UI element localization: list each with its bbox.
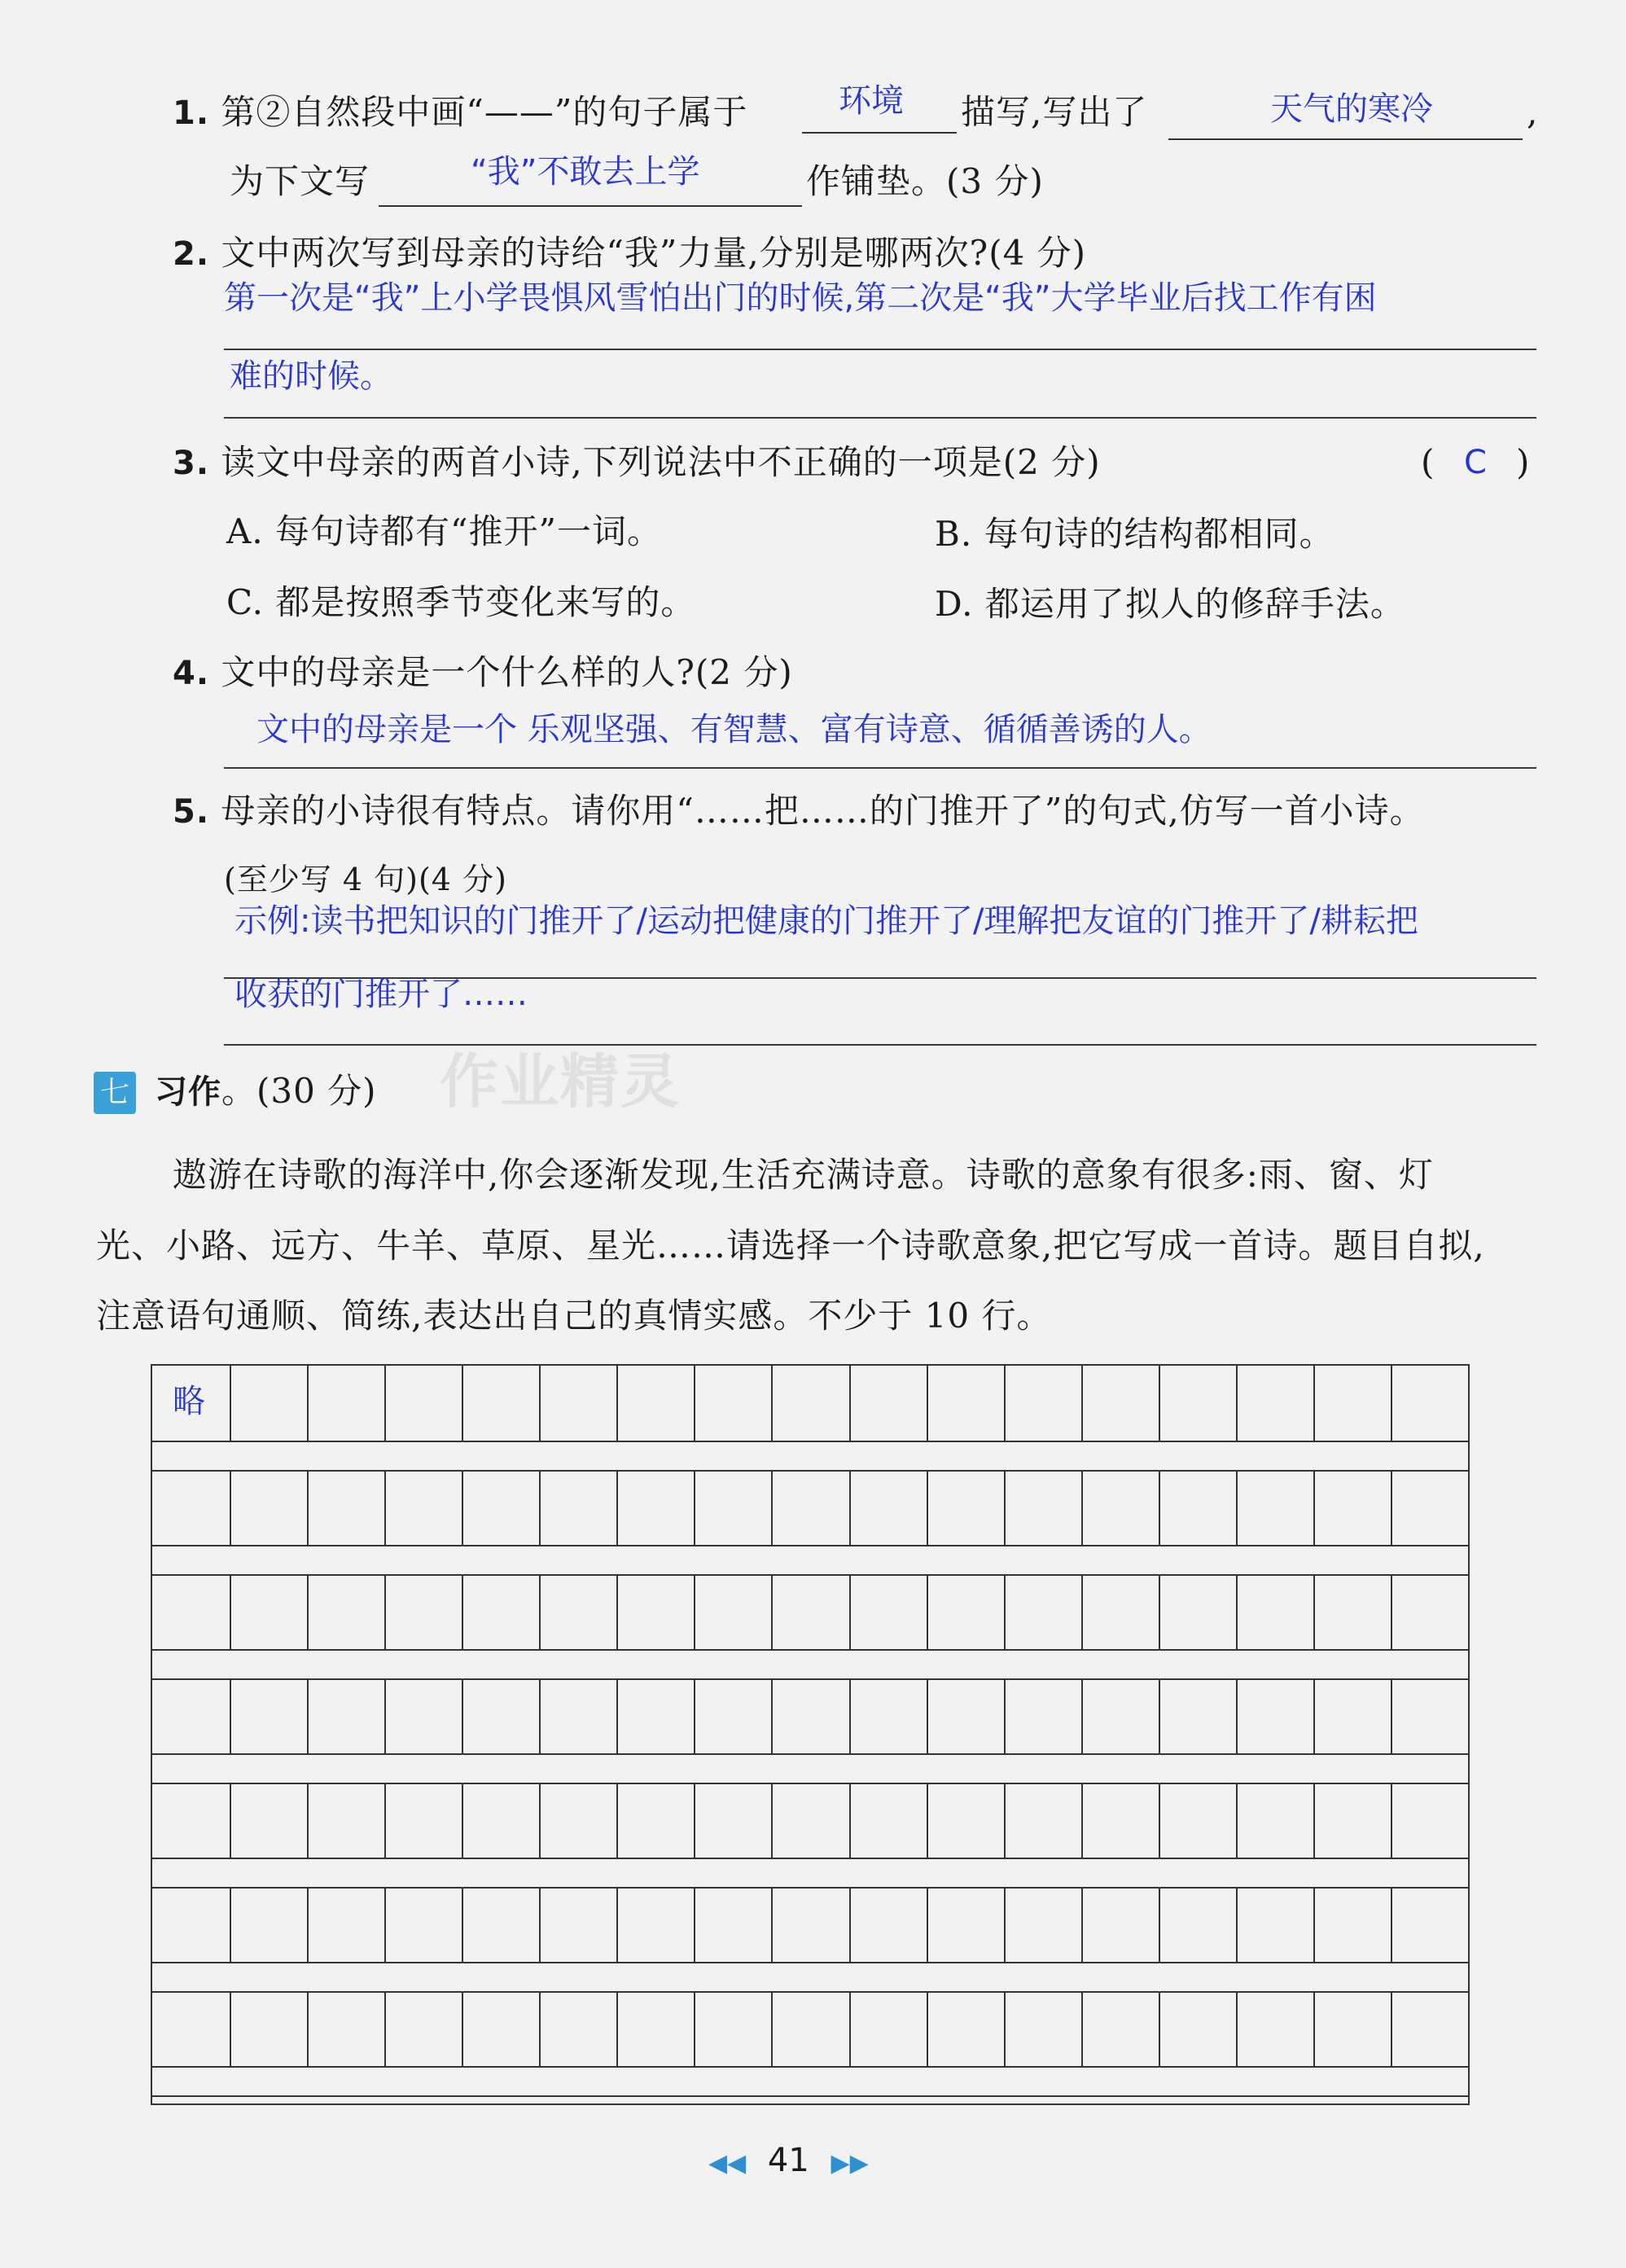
grid-vline — [1159, 1574, 1160, 1649]
grid-hline — [152, 1783, 1468, 1784]
q2-text: 文中两次写到母亲的诗给“我”力量,分别是哪两次?(4 分) — [221, 233, 1087, 273]
grid-vline — [849, 1574, 851, 1649]
grid-vline — [539, 1366, 541, 1441]
grid-vline — [771, 1366, 773, 1441]
grid-vline — [384, 1887, 386, 1962]
q5-text2: (至少写 4 句)(4 分) — [224, 862, 507, 897]
grid-vline — [1081, 1574, 1083, 1649]
q2-rule2 — [224, 417, 1536, 419]
section-title-line — [155, 1068, 377, 1115]
section-para1: 遨游在诗歌的海洋中,你会逐渐发现,生活充满诗意。诗歌的意象有很多:雨、窗、灯 — [173, 1155, 1434, 1195]
grid-vline — [1236, 1678, 1238, 1753]
grid-vline — [616, 1783, 618, 1858]
grid-vline — [694, 1887, 695, 1962]
grid-vline — [771, 1783, 773, 1858]
grid-vline — [1313, 1574, 1315, 1649]
q2-answer-line1: 第一次是“我”上小学畏惧风雪怕出门的时候,第二次是“我”大学毕业后找工作有困 — [224, 279, 1377, 317]
q5-answer-line2: 收获的门推开了…… — [234, 976, 528, 1013]
grid-vline — [927, 1783, 928, 1858]
watermark: 作业精灵 — [440, 1047, 682, 1116]
grid-vline — [230, 1887, 231, 1962]
grid-vline — [1159, 1366, 1160, 1441]
grid-vline — [307, 1783, 309, 1858]
q2-answer-line2: 难的时候。 — [230, 358, 392, 395]
next-arrows-icon: ▶▶ — [831, 2149, 869, 2178]
grid-vline — [1004, 1783, 1006, 1858]
q5-line — [173, 788, 1425, 835]
grid-vline — [462, 1678, 463, 1753]
grid-vline — [927, 1574, 928, 1649]
grid-vline — [539, 1991, 541, 2066]
grid-vline — [230, 1470, 231, 1545]
q2-rule1 — [224, 349, 1536, 350]
grid-vline — [616, 1574, 618, 1649]
grid-vline — [849, 1366, 851, 1441]
q4-number: 4. — [173, 655, 210, 692]
section-title: 习作 — [155, 1073, 221, 1111]
grid-hline — [152, 1441, 1468, 1442]
grid-vline — [1081, 1366, 1083, 1441]
grid-vline — [1391, 1366, 1392, 1441]
grid-vline — [1236, 1887, 1238, 1962]
grid-vline — [1159, 1470, 1160, 1545]
grid-vline — [1391, 1678, 1392, 1753]
grid-vline — [539, 1470, 541, 1545]
grid-vline — [462, 1574, 463, 1649]
writing-grid[interactable] — [151, 1364, 1470, 2105]
grid-vline — [616, 1366, 618, 1441]
q4-text: 文中的母亲是一个什么样的人?(2 分) — [221, 652, 793, 692]
grid-vline — [307, 1678, 309, 1753]
grid-vline — [1004, 1678, 1006, 1753]
grid-vline — [1391, 1783, 1392, 1858]
q5-rule2 — [224, 1044, 1536, 1046]
grid-vline — [230, 1574, 231, 1649]
grid-vline — [462, 1783, 463, 1858]
section-para3: 注意语句通顺、简练,表达出自己的真情实感。不少于 10 行。 — [96, 1296, 1052, 1336]
grid-vline — [462, 1366, 463, 1441]
page-footer — [708, 2142, 869, 2179]
grid-vline — [307, 1574, 309, 1649]
grid-vline — [1081, 1678, 1083, 1753]
grid-vline — [849, 1678, 851, 1753]
q4-rule — [224, 767, 1536, 769]
grid-vline — [771, 1574, 773, 1649]
grid-vline — [1236, 1470, 1238, 1545]
grid-vline — [694, 1366, 695, 1441]
q3-paren-close: ) — [1516, 442, 1531, 482]
q5-number: 5. — [173, 793, 210, 831]
q1-number: 1. — [173, 94, 210, 132]
grid-vline — [462, 1470, 463, 1545]
grid-hline — [152, 1887, 1468, 1889]
grid-vline — [1081, 1470, 1083, 1545]
grid-vline — [1391, 1574, 1392, 1649]
grid-vline — [1313, 1366, 1315, 1441]
q1-text2: 描写,写出了 — [961, 92, 1148, 132]
grid-vline — [307, 1887, 309, 1962]
grid-hline — [152, 1678, 1468, 1680]
grid-vline — [307, 1991, 309, 2066]
grid-vline — [771, 1991, 773, 2066]
page-number: 41 — [767, 2142, 809, 2179]
grid-hline — [152, 1991, 1468, 1993]
q3-number: 3. — [173, 445, 210, 482]
grid-hline — [152, 1470, 1468, 1472]
grid-vline — [1236, 1574, 1238, 1649]
q2-line — [173, 230, 1086, 277]
section-badge: 七 — [94, 1072, 136, 1114]
grid-vline — [694, 1783, 695, 1858]
grid-vline — [1004, 1991, 1006, 2066]
grid-vline — [462, 1887, 463, 1962]
grid-vline — [539, 1887, 541, 1962]
grid-hline — [152, 2066, 1468, 2068]
grid-vline — [1313, 1783, 1315, 1858]
q2-number: 2. — [173, 235, 210, 273]
grid-vline — [1159, 1887, 1160, 1962]
grid-vline — [616, 1991, 618, 2066]
grid-vline — [1081, 1783, 1083, 1858]
grid-hline — [152, 1649, 1468, 1651]
grid-vline — [771, 1470, 773, 1545]
grid-vline — [927, 1366, 928, 1441]
grid-vline — [1391, 1991, 1392, 2066]
grid-vline — [1313, 1887, 1315, 1962]
q1-answer2: 天气的寒冷 — [1270, 90, 1433, 128]
q3-line — [173, 440, 1101, 486]
grid-vline — [384, 1470, 386, 1545]
q4-line — [173, 650, 793, 696]
q1-text3: 为下文写 — [230, 161, 370, 201]
q1-text1: 第②自然段中画“——”的句子属于 — [221, 92, 748, 132]
q1-blank2 — [1168, 138, 1523, 140]
grid-vline — [1081, 1991, 1083, 2066]
q1-blank1 — [802, 132, 957, 134]
q5-text: 母亲的小诗很有特点。请你用“……把……的门推开了”的句式,仿写一首小诗。 — [221, 791, 1425, 831]
q3-text: 读文中母亲的两首小诗,下列说法中不正确的一项是(2 分) — [221, 442, 1101, 482]
grid-vline — [1159, 1678, 1160, 1753]
grid-vline — [384, 1574, 386, 1649]
grid-vline — [694, 1470, 695, 1545]
grid-vline — [927, 1678, 928, 1753]
section-score: 。(30 分) — [221, 1071, 377, 1111]
grid-vline — [384, 1991, 386, 2066]
grid-vline — [230, 1366, 231, 1441]
grid-vline — [1236, 1366, 1238, 1441]
grid-vline — [384, 1783, 386, 1858]
grid-hline — [152, 1962, 1468, 1963]
grid-vline — [694, 1991, 695, 2066]
grid-hline — [152, 1545, 1468, 1546]
q1-answer1: 环境 — [839, 82, 904, 120]
q3-paren-open: ( — [1421, 442, 1435, 482]
grid-vline — [230, 1678, 231, 1753]
grid-vline — [849, 1470, 851, 1545]
grid-vline — [694, 1574, 695, 1649]
grid-vline — [307, 1470, 309, 1545]
grid-vline — [230, 1991, 231, 2066]
grid-vline — [927, 1887, 928, 1962]
grid-vline — [1159, 1991, 1160, 2066]
grid-vline — [1236, 1991, 1238, 2066]
grid-hline — [152, 1858, 1468, 1859]
grid-vline — [1236, 1783, 1238, 1858]
q5-answer-line1: 示例:读书把知识的门推开了/运动把健康的门推开了/理解把友谊的门推开了/耕耘把 — [234, 902, 1418, 940]
grid-vline — [1004, 1470, 1006, 1545]
q1-comma: , — [1527, 92, 1539, 132]
prev-arrows-icon: ◀◀ — [708, 2149, 747, 2178]
grid-vline — [927, 1991, 928, 2066]
q1-answer3: “我”不敢去上学 — [471, 153, 700, 191]
q3-option-d: D. 都运用了拟人的修辞手法。 — [935, 584, 1405, 624]
q1-line1 — [173, 90, 747, 136]
grid-vline — [1313, 1470, 1315, 1545]
grid-vline — [771, 1678, 773, 1753]
grid-vline — [1004, 1887, 1006, 1962]
grid-vline — [849, 1783, 851, 1858]
grid-vline — [1159, 1783, 1160, 1858]
grid-vline — [927, 1470, 928, 1545]
grid-vline — [849, 1991, 851, 2066]
grid-vline — [694, 1678, 695, 1753]
grid-vline — [539, 1574, 541, 1649]
grid-vline — [1391, 1470, 1392, 1545]
q1-blank3 — [379, 205, 802, 207]
grid-vline — [539, 1678, 541, 1753]
grid-vline — [771, 1887, 773, 1962]
grid-hline — [152, 2095, 1468, 2097]
grid-vline — [616, 1678, 618, 1753]
q3-answer: C — [1464, 444, 1487, 481]
grid-vline — [462, 1991, 463, 2066]
q1-text4: 作铺垫。(3 分) — [806, 161, 1044, 201]
q3-option-b: B. 每句诗的结构都相同。 — [935, 514, 1335, 554]
q3-option-a: A. 每句诗都有“推开”一词。 — [226, 511, 662, 551]
grid-hline — [152, 1753, 1468, 1755]
grid-vline — [307, 1366, 309, 1441]
q4-answer: 文中的母亲是一个 乐观坚强、有智慧、富有诗意、循循善诱的人。 — [256, 711, 1212, 748]
grid-vline — [384, 1366, 386, 1441]
grid-vline — [1313, 1991, 1315, 2066]
grid-vline — [1004, 1366, 1006, 1441]
grid-vline — [849, 1887, 851, 1962]
grid-vline — [1004, 1574, 1006, 1649]
section-para2: 光、小路、远方、牛羊、草原、星光……请选择一个诗歌意象,把它写成一首诗。题目自拟, — [96, 1226, 1485, 1266]
grid-vline — [1391, 1887, 1392, 1962]
grid-vline — [539, 1783, 541, 1858]
grid-hline — [152, 1574, 1468, 1576]
grid-vline — [230, 1783, 231, 1858]
grid-vline — [616, 1470, 618, 1545]
grid-vline — [1081, 1887, 1083, 1962]
grid-vline — [384, 1678, 386, 1753]
grid-answer: 略 — [173, 1383, 205, 1420]
grid-vline — [1313, 1678, 1315, 1753]
q3-option-c: C. 都是按照季节变化来写的。 — [226, 582, 696, 622]
grid-vline — [616, 1887, 618, 1962]
